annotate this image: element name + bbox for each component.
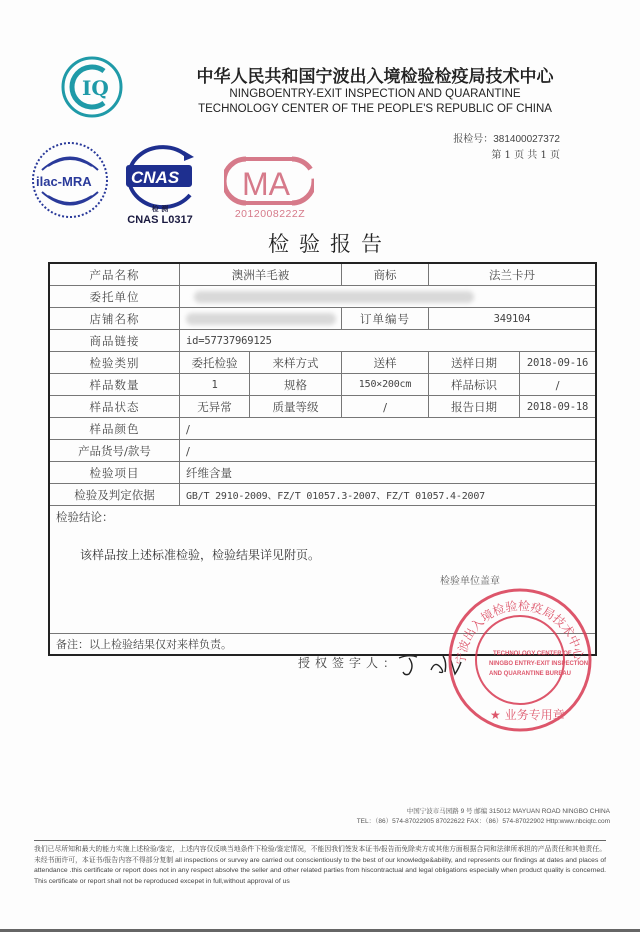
grade-value: /: [342, 396, 429, 417]
row-test-item: [50, 462, 595, 484]
seal-label: 检验单位盖章: [440, 576, 500, 587]
state-label: 样品状态: [50, 396, 180, 417]
qty-label: 样品数量: [50, 374, 180, 395]
spec-value: 150×200cm: [342, 374, 429, 395]
official-seal-icon: [445, 585, 595, 735]
spec-label: 规格: [250, 374, 342, 395]
org-name-en-line1: NINGBOENTRY-EXIT INSPECTION AND QUARANTINE: [229, 88, 521, 100]
row-basis: [50, 484, 595, 506]
ilac-mra-logo-icon: [30, 140, 110, 220]
disclaimer: [34, 845, 606, 887]
remark: 备注：以上检验结果仅对来样负责。: [56, 638, 232, 651]
shop-label: 店铺名称: [50, 308, 180, 329]
svg-text:AND QUARANTINE BUREAU: AND QUARANTINE BUREAU: [489, 671, 571, 677]
svg-text:ilac-MRA: ilac-MRA: [36, 174, 92, 189]
order-no-value: 349104: [493, 312, 531, 325]
report-date-value: 2018-09-18: [526, 400, 589, 413]
color-value: /: [186, 421, 190, 436]
product-name-label: 产品名称: [50, 264, 180, 285]
svg-text:TECHNOLOGY CENTER OF: TECHNOLOGY CENTER OF: [493, 651, 572, 657]
conclusion-label: 检验结论：: [56, 510, 114, 524]
sample-id-label: 样品标识: [429, 374, 520, 395]
svg-text:MA: MA: [242, 166, 290, 202]
row-product: [50, 264, 595, 286]
report-number: [420, 130, 560, 145]
type-label: 检验类别: [50, 352, 180, 373]
grade-label: 质量等级: [250, 396, 342, 417]
document-title: 检验报告: [268, 232, 392, 256]
shop-value: [180, 308, 342, 329]
sample-date-value: 2018-09-16: [526, 356, 589, 369]
link-value: id=57737969125: [186, 334, 272, 347]
authorized-signer-label: 授权签字人：: [298, 656, 401, 670]
report-date-label: 报告日期: [429, 396, 520, 417]
product-name-value: 澳洲羊毛被: [180, 264, 342, 285]
svg-text:IQ: IQ: [82, 76, 109, 100]
client-label: 委托单位: [50, 286, 180, 307]
test-item-label: 检验项目: [50, 462, 180, 483]
footer-contact: TEL：（86）574-87022905 87022622 FAX：（86）574-87022902 Http:www.nbciqtc.com: [356, 818, 610, 825]
footer-address: 中国宁波市马园路 9 号 邮编 315012 MAYUAN ROAD NINGBO CHINA: [406, 808, 610, 815]
svg-text:宁波出入境检验检疫局技术中心: 宁波出入境检验检疫局技术中心: [453, 598, 586, 666]
cnas-sub-label: 检 测: [151, 204, 169, 213]
report-number-label: 报检号：: [453, 134, 494, 145]
sampling-label: 来样方式: [250, 352, 342, 373]
test-item-value: 纤维含量: [186, 465, 232, 480]
sample-id-value: /: [555, 377, 560, 392]
client-value: [180, 286, 595, 307]
sampling-value: 送样: [342, 352, 429, 373]
row-color: [50, 418, 595, 440]
disclaimer-cn: 我们已尽所知和最大的能力实施上述检验/鉴定，上述内容仅反映当地条件下检验/鉴定情况，不能因我们签发本证书/报告而免除卖方或其他方面根据合同和法律所承担的产品责任和其他责任。未经书面许可，本证书/报告内容不得部分复制: [34, 846, 606, 864]
qty-value: 1: [180, 374, 250, 395]
row-state: [50, 396, 595, 418]
redacted-shop: [186, 313, 336, 325]
item-no-value: /: [186, 443, 190, 458]
svg-text:★ 业务专用章: ★ 业务专用章: [490, 708, 565, 722]
brand-label: 商标: [342, 264, 429, 285]
cnas-code: CNAS L0317: [127, 214, 193, 226]
org-name-en-line2: TECHNOLOGY CENTER OF THE PEOPLE'S REPUBLIC OF CHINA: [198, 103, 552, 115]
cma-logo-icon: [224, 155, 314, 207]
state-value: 无异常: [180, 396, 250, 417]
basis-label: 检验及判定依据: [50, 484, 180, 505]
color-label: 样品颜色: [50, 418, 180, 439]
row-item-no: [50, 440, 595, 462]
ciq-logo-icon: [60, 55, 124, 119]
item-no-label: 产品货号/款号: [50, 440, 180, 461]
link-label: 商品链接: [50, 330, 180, 351]
order-no-label: 订单编号: [342, 308, 429, 329]
svg-text:CNAS: CNAS: [131, 168, 180, 187]
svg-text:NINGBO ENTRY-EXIT INSPECTION: NINGBO ENTRY-EXIT INSPECTION: [489, 661, 589, 667]
row-client: [50, 286, 595, 308]
page-info: 第 1 页 共 1 页: [491, 150, 560, 161]
brand-value: 法兰卡丹: [489, 267, 535, 282]
cma-code: 2012008222Z: [234, 208, 306, 220]
row-type: [50, 352, 595, 374]
footer-divider: [34, 840, 606, 841]
basis-value: GB/T 2910-2009、FZ/T 01057.3-2007、FZ/T 01057.4-2007: [186, 491, 485, 502]
redacted-client: [194, 291, 474, 303]
report-number-value: 381400027372: [493, 134, 560, 145]
row-shop: [50, 308, 595, 330]
row-qty: [50, 374, 595, 396]
type-value: 委托检验: [180, 352, 250, 373]
sample-date-label: 送样日期: [429, 352, 520, 373]
disclaimer-en: all inspections or survey are carried out conscientiously to the best of our knowledge&ability, and represents our findings at dates and places of attendance .this certificate or report does not in any respect absolve the seller and other related parties from hiscontractual and legal obligations especially when product quality is concerned. This certificate or report shall not be reproduced excepet in full,without approval of us: [34, 856, 606, 885]
conclusion-text: 该样品按上述标准检验，检验结果详见附页。: [80, 548, 321, 562]
org-name-cn: 中华人民共和国宁波出入境检验检疫局技术中心: [196, 67, 554, 87]
row-link: [50, 330, 595, 352]
